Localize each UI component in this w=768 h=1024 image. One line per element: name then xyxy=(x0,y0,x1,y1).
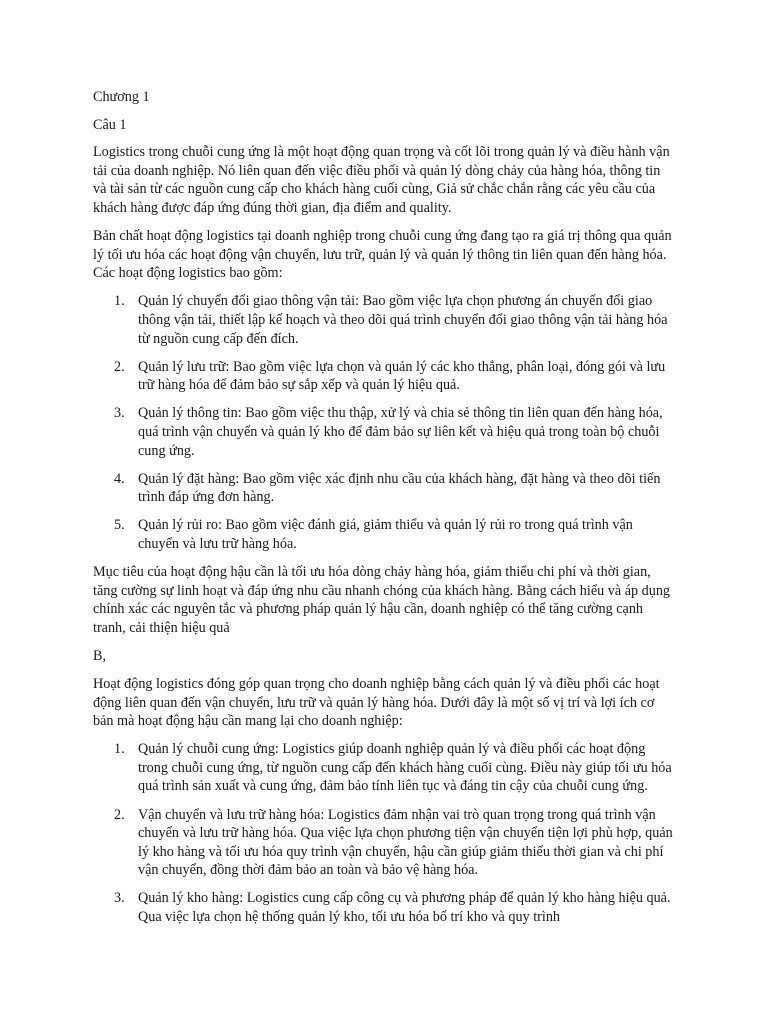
section-a-intro-1: Logistics trong chuỗi cung ứng là một hoạt động quan trọng và cốt lõi trong quản lý và điều hành vận tải của doanh nghiệp. Nó liên quan đến việc điều phối và quản lý dòng chảy của hàng hóa, thông tin và tài sản từ các nguồn cung cấp cho khách hàng cuối cùng, Giả sử chắc chắn rằng các yêu cầu của khách hàng được đáp ứng đúng thời gian, địa điểm and quality. xyxy=(93,144,670,216)
section-b-intro: Hoạt động logistics đóng góp quan trọng cho doanh nghiệp bằng cách quản lý và điều phối các hoạt động liên quan đến vận chuyển, lưu trữ và quản lý hàng hóa. Dưới đây là một số vị trí và lợi ích cơ bản mà hoạt động hậu cần mang lại cho doanh nghiệp: xyxy=(93,675,660,730)
list-item xyxy=(93,292,673,348)
list-item-number: 2. xyxy=(114,806,125,823)
section-a-conclusion: Mục tiêu của hoạt động hậu cần là tối ưu hóa dòng chảy hàng hóa, giảm thiểu chi phí và thời gian, tăng cường sự linh hoạt và đáp ứng nhu cầu nhanh chóng của khách hàng. Bằng cách hiểu và áp dụng chính xác các nguyên tắc và phương pháp quản lý hậu cần, doanh nghiệp có thể tăng cường cạnh tranh, cải thiện hiệu quả xyxy=(93,563,671,636)
section-a-list xyxy=(93,292,673,553)
list-item xyxy=(93,470,673,507)
list-item-text: Quản lý chuyển đổi giao thông vận tải: Bao gồm việc lựa chọn phương án chuyển đổi giao thông vận tải, thiết lập kế hoạch và theo dõi quá trình chuyển đổi giao thông vận tải hàng hóa từ nguồn cung cấp đến đích. xyxy=(138,293,668,347)
list-item-text: Quản lý thông tin: Bao gồm việc thu thập, xử lý và chia sẻ thông tin liên quan đến hàng hóa, quá trình vận chuyển và quản lý kho để đảm bảo sự liên kết và hiệu quả trong toàn bộ chuỗi cung ứng. xyxy=(138,405,663,459)
chapter-title: Chương 1 xyxy=(93,89,150,105)
list-item xyxy=(93,404,673,460)
question-title: Câu 1 xyxy=(93,116,127,133)
section-b-list xyxy=(93,740,673,926)
list-item-text: Quản lý lưu trữ: Bao gồm việc lựa chọn và quản lý các kho thẳng, phân loại, đóng gói và lưu trữ hàng hóa để đảm bảo sự sắp xếp và quản lý hiệu quả. xyxy=(138,358,666,394)
section-b-label: B, xyxy=(93,647,107,664)
section-a-intro-2: Bản chất hoạt động logistics tại doanh nghiệp trong chuỗi cung ứng đang tạo ra giá trị thông qua quản lý tối ưu hóa các hoạt động vận chuyển, lưu trữ, quản lý và quản lý thông tin liên quan đến hàng hóa. Các hoạt động logistics bao gồm: xyxy=(93,228,672,282)
list-item-text: Quản lý đặt hàng: Bao gồm việc xác định nhu cầu của khách hàng, đặt hàng và theo dõi tiến trình đáp ứng đơn hàng. xyxy=(138,470,661,506)
list-item-number: 2. xyxy=(114,358,125,375)
list-item xyxy=(93,516,673,553)
list-item xyxy=(93,740,673,796)
list-item-text: Quản lý kho hàng: Logistics cung cấp công cụ và phương pháp để quản lý kho hàng hiệu quả. Qua việc lựa chọn hệ thống quản lý kho, tối ưu hóa bố trí kho và quy trình xyxy=(138,890,671,925)
document-page xyxy=(93,88,673,936)
list-item-text: Quản lý rủi ro: Bao gồm việc đánh giá, giảm thiểu và quản lý rủi ro trong quá trình vận chuyển và lưu trữ hàng hóa. xyxy=(138,517,633,552)
list-item-number: 4. xyxy=(114,470,125,487)
list-item-number: 5. xyxy=(114,517,125,534)
list-item xyxy=(93,806,673,880)
list-item-number: 1. xyxy=(114,293,125,310)
list-item-number: 3. xyxy=(114,890,125,907)
list-item xyxy=(93,358,673,395)
list-item xyxy=(93,889,673,926)
list-item-number: 3. xyxy=(114,405,125,422)
list-item-text: Quản lý chuỗi cung ứng: Logistics giúp doanh nghiệp quản lý và điều phối các hoạt động trong chuỗi cung ứng, từ nguồn cung cấp đến khách hàng cuối cùng. Điều này giúp tối ưu hóa quá trình sản xuất và cung ứng, đảm bảo tính liên tục và đáng tin cậy của chuỗi cung ứng. xyxy=(138,741,672,795)
list-item-number: 1. xyxy=(114,741,125,758)
list-item-text: Vận chuyển và lưu trữ hàng hóa: Logistics đảm nhận vai trò quan trọng trong quá trình vận chuyển và lưu trữ hàng hóa. Qua việc lựa chọn phương tiện vận chuyển tiện lợi phù hợp, quản lý kho hàng và tối ưu hóa quy trình vận chuyển, hậu cần giúp giảm thiểu thời gian và chi phí vận chuyển, đồng thời đảm bảo an toàn và bảo vệ hàng hóa. xyxy=(138,806,673,879)
